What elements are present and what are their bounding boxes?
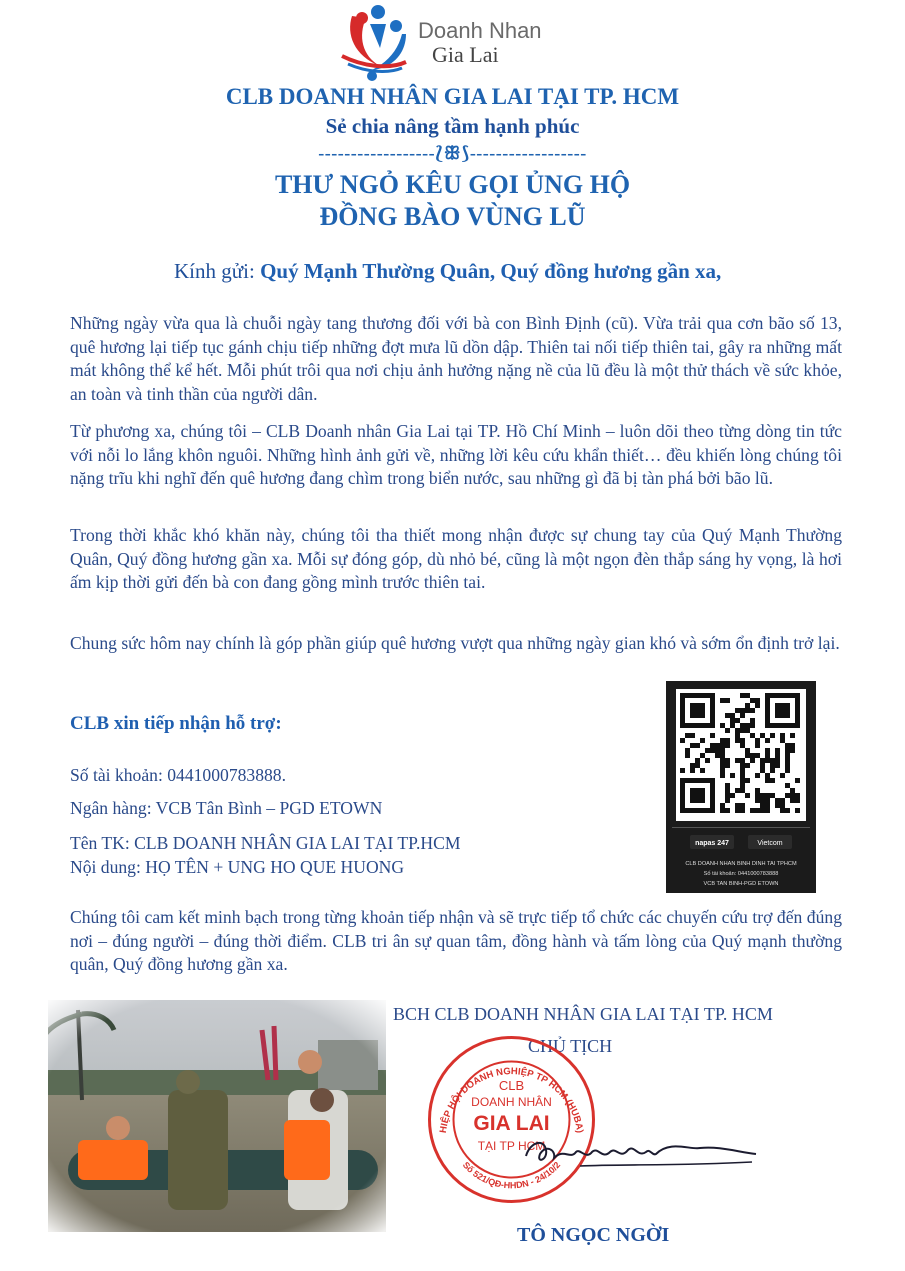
stamp-line2: DOANH NHÂN: [471, 1095, 552, 1109]
flood-rescue-photo: [48, 1000, 386, 1232]
stamp-line4: TẠI TP HCM: [477, 1139, 546, 1153]
greeting-recipients: Quý Mạnh Thường Quân, Quý đồng hương gần xa,: [260, 259, 722, 283]
stamp-bottom-text: Số 521/QĐ-HHDN - 24/10/2: [460, 1159, 563, 1191]
bank-name: Ngân hàng: VCB Tân Bình – PGD ETOWN: [70, 798, 383, 818]
signature-role: CHỦ TỊCH: [528, 1036, 613, 1056]
logo-mark-icon: [342, 5, 406, 81]
body-paragraph-2: Từ phương xa, chúng tôi – CLB Doanh nhân Gia Lai tại TP. Hồ Chí Minh – luôn dõi theo từng dòng tin tức với nỗi lo lắng khôn nguôi. Những hình ảnh gửi về, những lời kêu cứu khẩn thiết… đều khiến lòng chúng tôi nặng trĩu khi nghĩ đến quê hương đang chìm trong biển nước, sau những gì đã bị tàn phá bởi bão lũ.: [70, 421, 842, 488]
stamp-ring-text: HIỆP HỘI DOANH NGHIỆP TP HCM (HUBA): [437, 1066, 586, 1134]
greeting: [174, 259, 721, 284]
transfer-content: Nội dung: HỌ TÊN + UNG HO QUE HUONG: [70, 857, 405, 877]
commitment-paragraph: Chúng tôi cam kết minh bạch trong từng khoản tiếp nhận và sẽ trực tiếp tổ chức các chuyến cứu trợ đến đúng nơi – đúng người – đúng thời điểm. CLB tri ân sự quan tâm, đồng hành và tấm lòng của Quý mạnh thường quân, Quý đồng hương gần xa.: [70, 907, 842, 974]
stamp-line1: CLB: [498, 1078, 525, 1093]
qr-brand-napas: napas 247: [695, 840, 729, 847]
body-paragraph-3: Trong thời khắc khó khăn này, chúng tôi tha thiết mong nhận được sự chung tay của Quý Mạnh Thường Quân, Quý đồng hương gần xa. Mỗi sự đóng góp, dù nhỏ bé, cũng là một ngọn đèn thắp sáng hy vọng, là hơi ấm kịp thời gửi đến bà con đang gồng mình trước thiên tai.: [70, 525, 842, 592]
club-name: CLB DOANH NHÂN GIA LAI TẠI TP. HCM: [225, 84, 680, 109]
club-logo: [332, 4, 572, 84]
qr-brand-vcb: Vietcom: [757, 840, 783, 847]
qr-caption-line3: VCB TAN BINH-PGD ETOWN: [703, 881, 779, 887]
letter-title-line1: THƯ NGỎ KÊU GỌI ỦNG HỘ: [274, 170, 631, 199]
body-paragraph-4: Chung sức hôm nay chính là góp phần giúp quê hương vượt qua những ngày gian khó và sớm ổn định trở lại.: [70, 633, 840, 653]
signature-org: BCH CLB DOANH NHÂN GIA LAI TẠI TP. HCM: [393, 1004, 773, 1024]
logo-brand-line2: Gia Lai: [432, 42, 499, 67]
support-title: CLB xin tiếp nhận hỗ trợ:: [70, 713, 282, 734]
logo-brand-line1: Doanh Nhan: [418, 18, 542, 43]
account-name: Tên TK: CLB DOANH NHÂN GIA LAI TẠI TP.HCM: [70, 833, 461, 853]
qr-code-card: [666, 681, 816, 893]
handwritten-signature-icon: [520, 1120, 760, 1180]
letter-title-line2: ĐỒNG BÀO VÙNG LŨ: [319, 202, 586, 231]
chairman-name: TÔ NGỌC NGỜI: [517, 1224, 670, 1246]
stamp-line3: GIA LAI: [473, 1112, 550, 1135]
account-number: Số tài khoản: 0441000783888.: [70, 765, 287, 785]
greeting-prefix: Kính gửi:: [174, 259, 261, 283]
qr-caption-line2: Số tài khoản: 0441000783888: [703, 871, 779, 877]
club-slogan: Sẻ chia nâng tầm hạnh phúc: [325, 114, 580, 138]
qr-caption-line1: CLB DOANH NHAN BINH DINH TAI TPHCM: [685, 861, 797, 867]
decorative-divider: ------------------⟅ꕥ⟆------------------: [318, 143, 587, 163]
body-paragraph-1: Những ngày vừa qua là chuỗi ngày tang thương đối với bà con Bình Định (cũ). Vừa trải qua cơn bão số 13, quê hương lại tiếp tục gánh chịu tiếp những đợt mưa lũ dồn dập. Thiên tai nối tiếp thiên tai, gây ra những mất mát không thể kể hết. Mỗi phút trôi qua nơi chịu ảnh hưởng nặng nề của lũ đều là một thử thách về sức khỏe, an toàn và tinh thần của người dân.: [70, 313, 842, 404]
